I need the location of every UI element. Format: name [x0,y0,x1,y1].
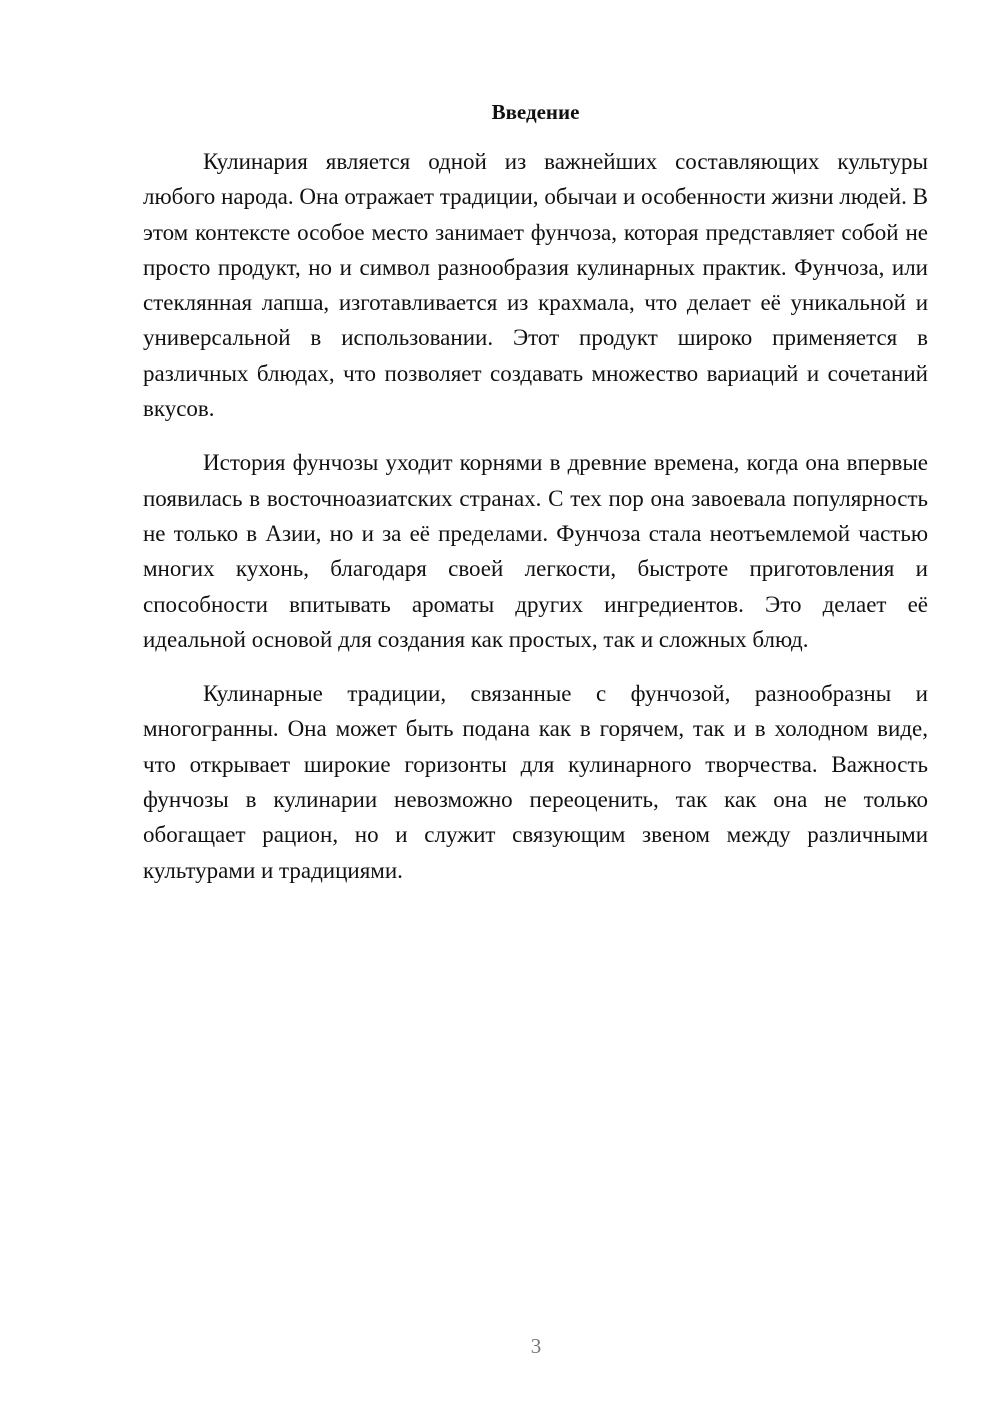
paragraph-3: Кулинарные традиции, связанные с фунчозой, разнообразны и многогранны. Она может быть подана как в горячем, так и в холодном виде, что открывает широкие горизонты для кулинарного творчества. Важность фунчозы в кулинарии невозможно переоценить, так как она не только обогащает рацион, но и служит связующим звеном между различными культурами и традициями. [143,681,928,883]
paragraph-2: История фунчозы уходит корнями в древние времена, когда она впервые появилась в восточноазиатских странах. С тех пор она завоевала популярность не только в Азии, но и за её пределами. Фунчоза стала неотъемлемой частью многих кухонь, благодаря своей легкости, быстроте приготовления и способности впитывать ароматы других ингредиентов. Это делает её идеальной основой для создания как простых, так и сложных блюд. [143,450,928,652]
paragraph-1: Кулинария является одной из важнейших составляющих культуры любого народа. Она отражает традиции, обычаи и особенности жизни людей. В этом контексте особое место занимает фунчоза, которая представляет собой не просто продукт, но и символ разнообразия кулинарных практик. Фунчоза, или стеклянная лапша, изготавливается из крахмала, что делает её уникальной и универсальной в использовании. Этот продукт широко применяется в различных блюдах, что позволяет создавать множество вариаций и сочетаний вкусов. [143,149,928,422]
document-body [143,144,928,907]
page-title: Введение [491,100,580,124]
page-number: 3 [530,1334,542,1358]
